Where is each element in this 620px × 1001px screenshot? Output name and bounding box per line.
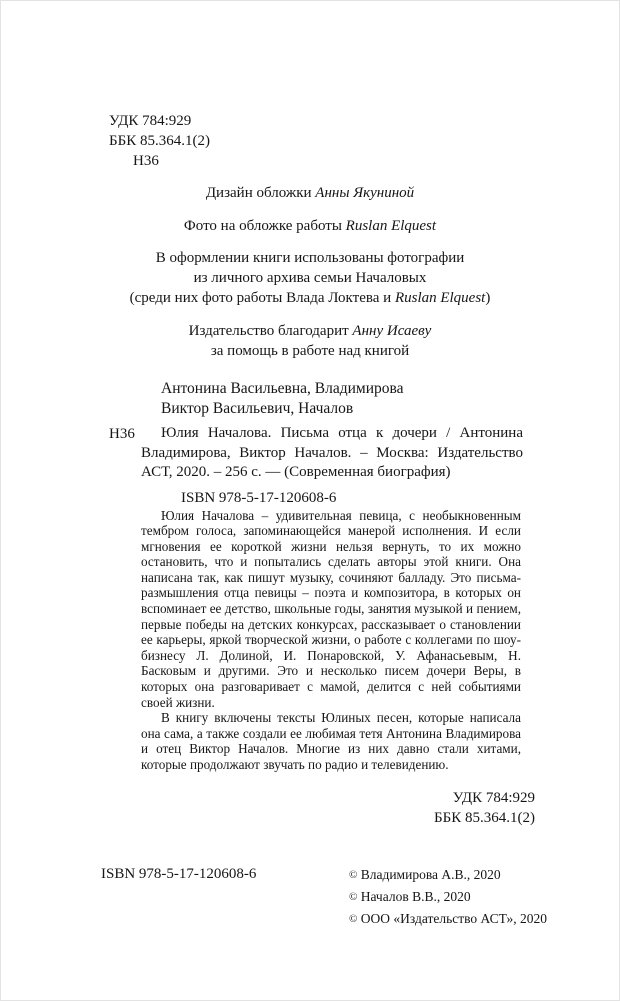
copyright-line-1 xyxy=(349,864,547,886)
copyright-line-2 xyxy=(349,886,547,908)
thanked-person-name: Анну Исаеву xyxy=(352,323,432,339)
archive-note-line3-text: (среди них фото работы Влада Локтева и xyxy=(129,290,395,306)
imprint-bottom-row xyxy=(101,864,619,930)
archive-note-line2: из личного архива семьи Началовых xyxy=(193,270,427,286)
copyright-text: Владимирова А.В., 2020 xyxy=(357,866,501,882)
copyright-text: ООО «Издательство АСТ», 2020 xyxy=(357,910,548,926)
photo-credit-label: Фото на обложке работы xyxy=(183,218,346,234)
copyright-text: Началов В.В., 2020 xyxy=(357,888,471,904)
author-sign-top: Н36 xyxy=(133,153,159,169)
photographer-name: Ruslan Elquest xyxy=(345,218,437,234)
bbk-code-top: ББК 85.364.1(2) xyxy=(109,133,210,149)
author-name-2: Виктор Васильевич, Началов xyxy=(161,400,354,417)
archive-note-line1: В оформлении книги использованы фотографии xyxy=(155,250,465,266)
bbk-code-bottom: ББК 85.364.1(2) xyxy=(434,809,535,826)
isbn-bottom: ISBN 978-5-17-120608-6 xyxy=(101,865,257,882)
isbn-catalog: ISBN 978-5-17-120608-6 xyxy=(181,489,337,506)
annotation-paragraph-1: Юлия Началова – удивительная певица, с необыкновенным тембром голоса, запоминающейся манерой исполнения. И если мгновения ее короткой жизни нельзя вернуть, то их можно остановить, что и попытались сделать авторы этой книги. Она написана так, как пишут музыку, сочиняют балладу. Это письма-размышления отца певицы – поэта и композитора, в которых он вспоминает ее детство, школьные годы, занятия музыкой и пением, первые победы на детских конкурсах, рассказывает о становлении ее карьеры, яркой творческой жизни, о работе с коллегами по шоу-бизнесу Л. Долиной, И. Понаровской, У. Афанасьевым, Н. Басковым и другими. Это и несколько писем дочери Веры, в которых она разговаривает с мамой, делится с ней событиями своей жизни. xyxy=(141,507,521,710)
annotation-paragraph-2: В книгу включены тексты Юлиных песен, которые написала она сама, а также создали ее любимая тетя Антонина Владимирова и отец Виктор Началов. Многие из них давно стали хитами, которые продолжают звучать по радио и телевидению. xyxy=(141,710,521,772)
thanks-line1 xyxy=(1,321,619,341)
catalog-entry-text: Юлия Началова. Письма отца к дочери / Антонина Владимирова, Виктор Началов. – Москва: Издательство АСТ, 2020. – 256 с. — (Современная биография) xyxy=(141,425,523,480)
classification-codes-top xyxy=(109,111,619,171)
udk-code-bottom: УДК 784:929 xyxy=(452,789,535,806)
thanks-line2: за помощь в работе над книгой xyxy=(210,343,410,359)
cover-photo-credit xyxy=(1,216,619,236)
catalog-entry xyxy=(109,424,523,483)
cover-design-credit xyxy=(1,183,619,203)
archive-note-line3 xyxy=(1,288,619,308)
copyright-symbol: © xyxy=(349,868,358,881)
author-name-1: Антонина Васильевна, Владимирова xyxy=(161,380,404,397)
copyright-symbol: © xyxy=(349,912,358,925)
design-credit-label: Дизайн обложки xyxy=(205,185,316,201)
archive-note-line3-close: ) xyxy=(485,290,491,306)
publisher-thanks-note xyxy=(1,321,619,361)
catalog-author-sign: Н36 xyxy=(109,426,135,442)
annotation-block xyxy=(141,508,521,773)
photo-archive-note xyxy=(1,248,619,308)
designer-name: Анны Якуниной xyxy=(315,185,415,201)
archive-photographer-name: Ruslan Elquest xyxy=(394,290,486,306)
copyright-block xyxy=(349,864,547,930)
copyright-line-3 xyxy=(349,908,547,930)
authors-block xyxy=(161,379,619,419)
copyright-symbol: © xyxy=(349,890,358,903)
classification-codes-bottom xyxy=(1,788,619,828)
udk-code-top: УДК 784:929 xyxy=(109,113,192,129)
thanks-label: Издательство благодарит xyxy=(188,323,353,339)
